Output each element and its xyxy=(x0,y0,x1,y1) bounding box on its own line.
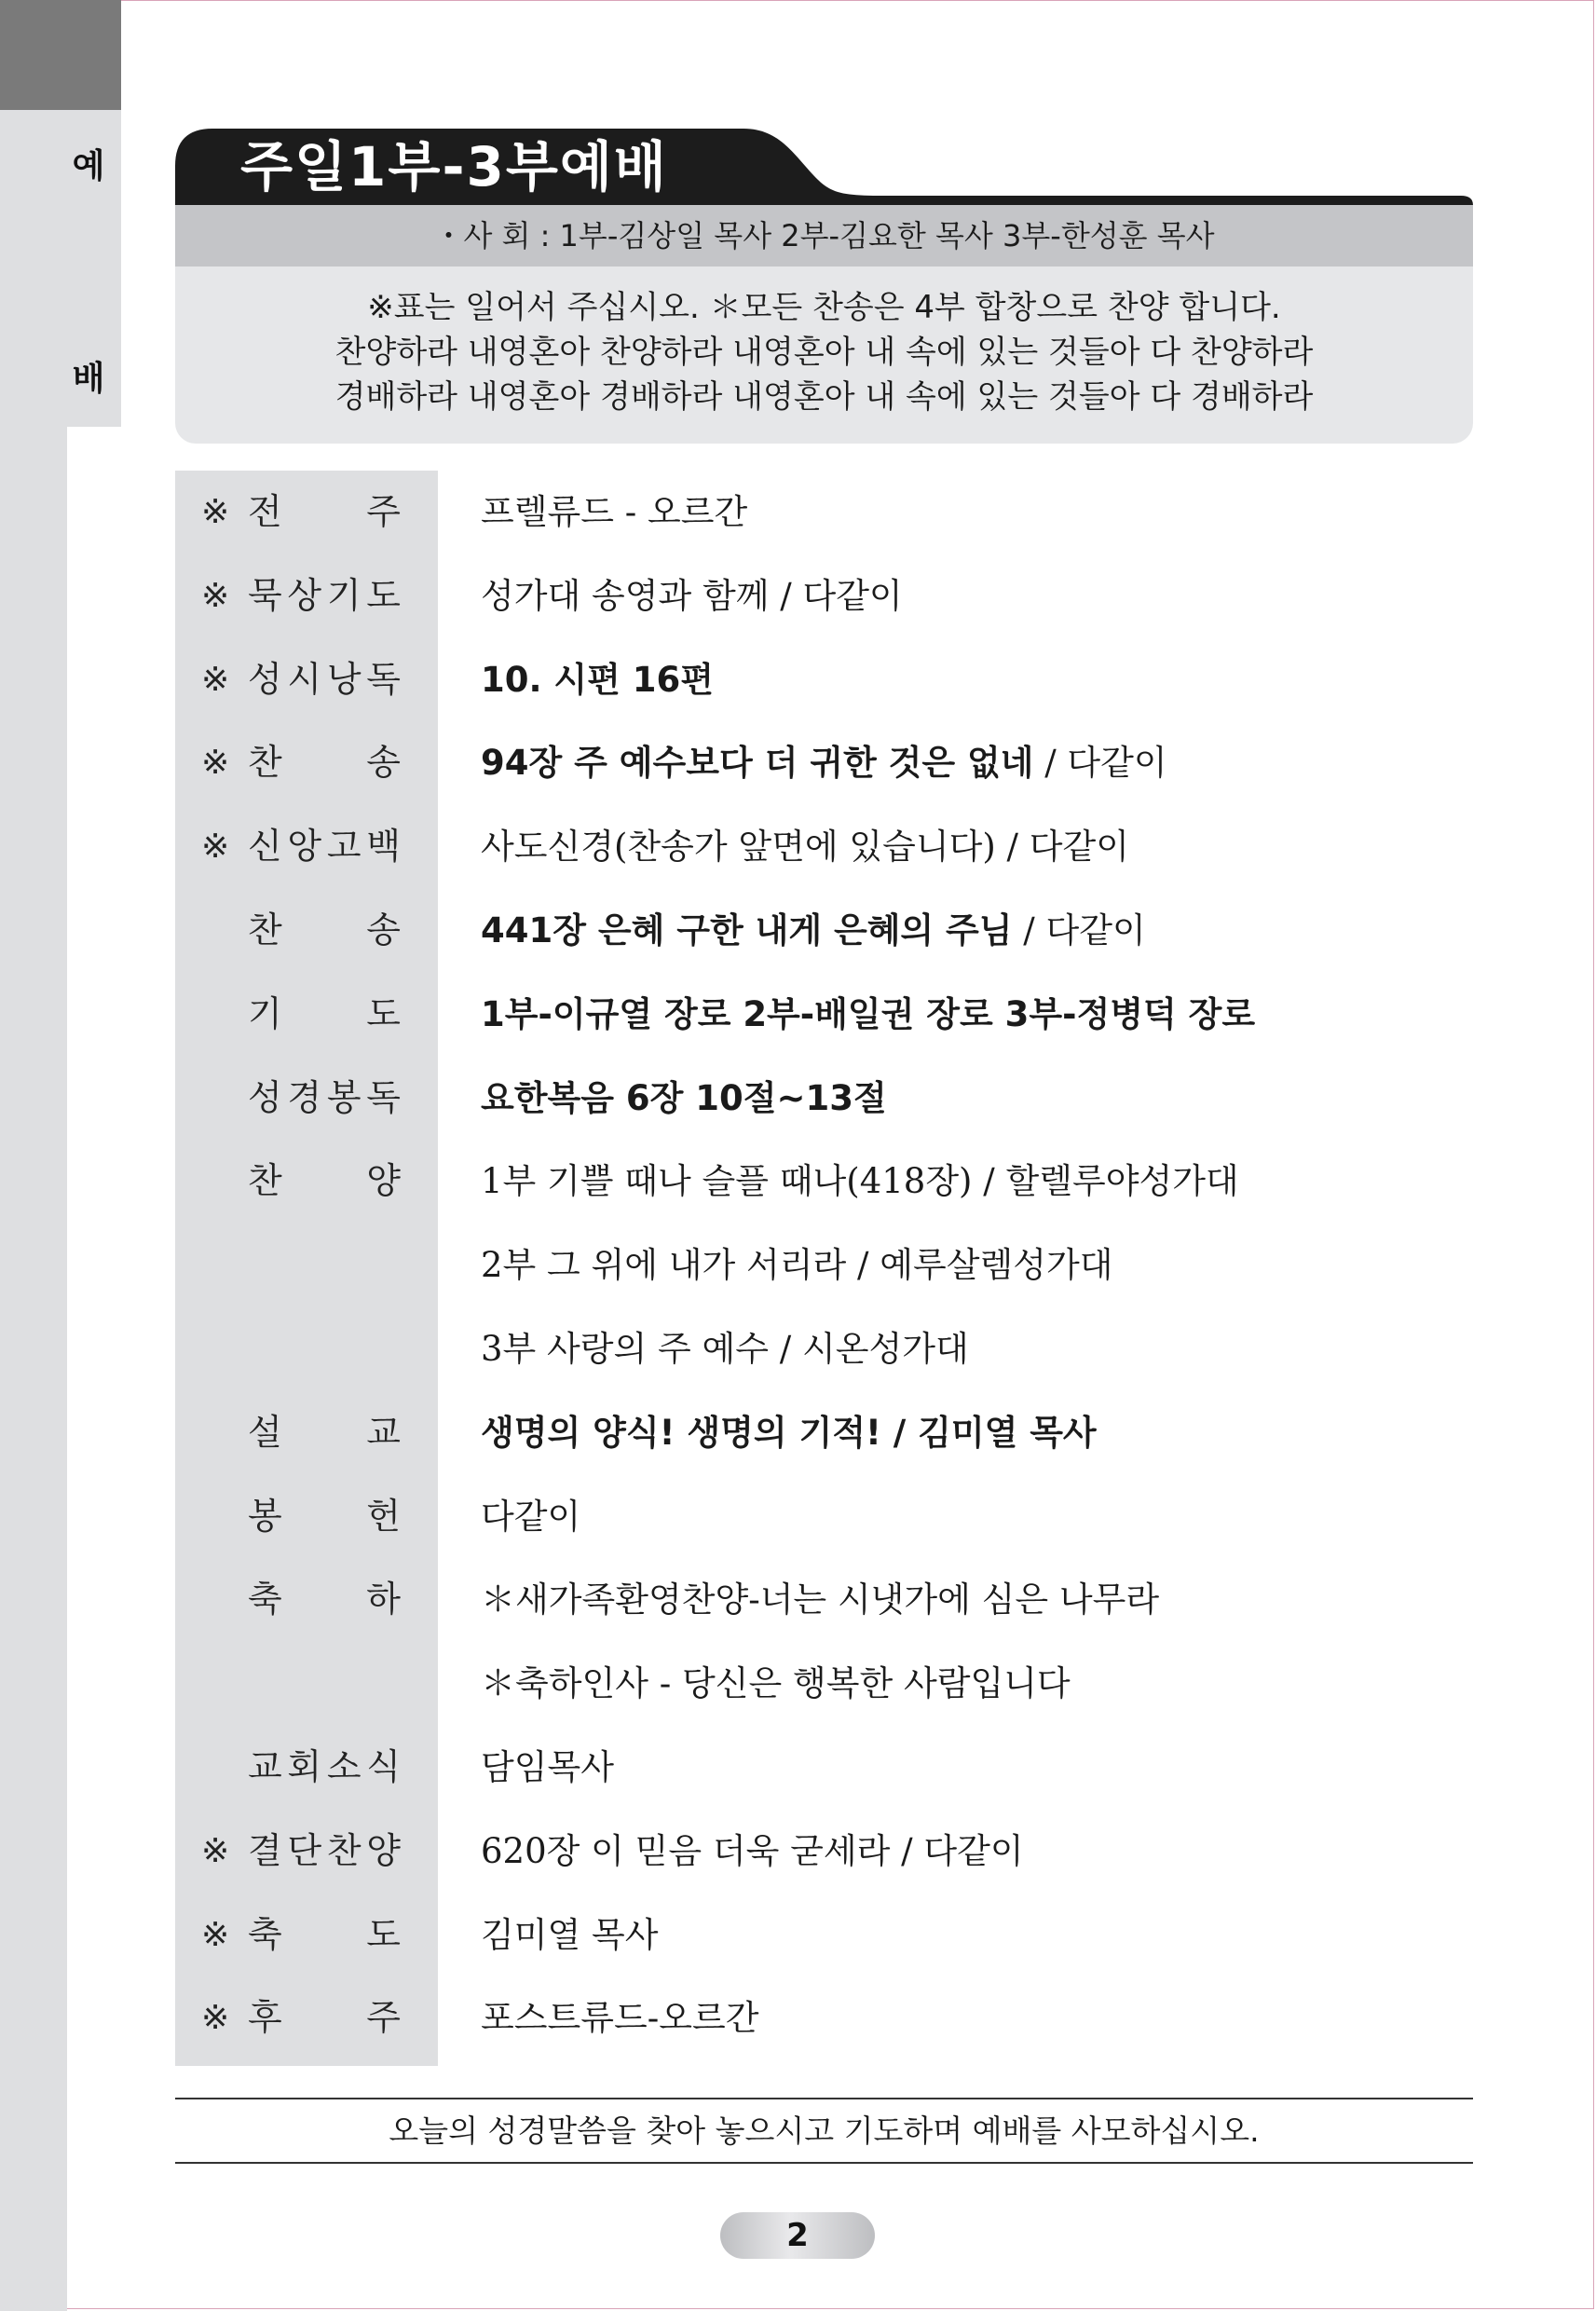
order-label xyxy=(248,1475,401,1559)
order-content xyxy=(481,1140,1239,1224)
order-content-text: 성가대 송영과 함께 / 다같이 xyxy=(481,575,903,616)
order-label-char: 소 xyxy=(326,1746,361,1787)
order-label-char: 송 xyxy=(366,742,401,784)
order-label-char: 단 xyxy=(287,1829,322,1871)
order-row xyxy=(175,1558,1473,1642)
order-content-text: 김미열 목사 xyxy=(481,1914,659,1955)
order-label-char: 송 xyxy=(366,909,401,950)
order-label-char: 주 xyxy=(366,1997,401,2039)
order-content-bold: 441장 은혜 구한 내게 은혜의 주님 xyxy=(481,910,1013,950)
footer-message: 오늘의 성경말씀을 찾아 놓으시고 기도하며 예배를 사모하십시오. xyxy=(389,2113,1260,2149)
order-content-bold: 요한복음 6장 10절~13절 xyxy=(481,1077,887,1118)
order-label-char: 축 xyxy=(248,1579,282,1620)
order-row xyxy=(175,889,1473,973)
order-content xyxy=(481,1057,887,1141)
order-label-char: 성 xyxy=(248,658,282,700)
order-label-char: 시 xyxy=(287,658,322,700)
order-label xyxy=(248,805,401,889)
order-row xyxy=(175,1894,1473,1977)
order-content xyxy=(481,889,1146,973)
order-content-text: 1부 기쁠 때나 슬플 때나(418장) / 할렐루야성가대 xyxy=(481,1161,1239,1202)
order-label-char: 신 xyxy=(248,826,282,868)
order-content xyxy=(481,1976,758,2060)
order-label xyxy=(248,1391,401,1475)
order-label-char: 낭 xyxy=(326,658,361,700)
order-content-text: 담임목사 xyxy=(481,1747,614,1787)
order-label xyxy=(248,471,401,554)
order-label xyxy=(248,1726,401,1810)
side-tab-dark-block xyxy=(0,0,121,110)
order-standing-mark: ※ xyxy=(201,827,230,867)
order-label-char: 축 xyxy=(248,1913,282,1955)
order-content xyxy=(481,1642,1071,1726)
order-content xyxy=(481,1726,614,1810)
page-number: 2 xyxy=(786,2217,809,2254)
order-content-text: / 다같이 xyxy=(1012,910,1146,950)
order-standing-mark: ※ xyxy=(201,660,230,699)
order-row xyxy=(175,1642,1473,1726)
order-label-char: 앙 xyxy=(287,826,322,868)
order-label-char: 도 xyxy=(366,574,401,616)
host-line: ・사 회 : 1부-김상일 목사 2부-김요한 목사 3부-한성훈 목사 xyxy=(175,205,1473,267)
order-label-char: 찬 xyxy=(326,1829,361,1871)
order-row xyxy=(175,805,1473,889)
order-content-bold: 생명의 양식! 생명의 기적! / 김미열 목사 xyxy=(481,1412,1097,1453)
order-content xyxy=(481,721,1167,805)
order-label-char: 독 xyxy=(366,1076,401,1118)
order-content xyxy=(481,973,1255,1057)
order-row xyxy=(175,1810,1473,1894)
order-content-text: 620장 이 믿음 더욱 굳세라 / 다같이 xyxy=(481,1830,1024,1871)
order-row xyxy=(175,1976,1473,2060)
order-label xyxy=(248,721,401,805)
order-content-text: 2부 그 위에 내가 서리라 / 예루살렘성가대 xyxy=(481,1245,1113,1286)
order-label-char: 결 xyxy=(248,1829,282,1871)
order-row xyxy=(175,638,1473,722)
order-label xyxy=(248,554,401,638)
order-label xyxy=(248,638,401,722)
order-row xyxy=(175,1726,1473,1810)
order-content xyxy=(481,805,1129,889)
order-label-char: 양 xyxy=(366,1160,401,1202)
order-label-char: 찬 xyxy=(248,909,282,950)
order-standing-mark: ※ xyxy=(201,1831,230,1870)
order-label-char: 도 xyxy=(366,1913,401,1955)
order-content-text: 3부 사랑의 주 예수 / 시온성가대 xyxy=(481,1329,969,1369)
order-content-text: / 다같이 xyxy=(1033,743,1167,784)
order-content-bold: 1부-이규열 장로 2부-배일권 장로 3부-정병덕 장로 xyxy=(481,993,1256,1034)
order-label-char: 전 xyxy=(248,491,282,532)
side-tab-label-top: 예 xyxy=(72,147,105,185)
order-label-char: 교 xyxy=(248,1746,282,1787)
order-label xyxy=(248,1558,401,1642)
order-content-text: 사도신경(찬송가 앞면에 있습니다) / 다같이 xyxy=(481,827,1129,868)
order-label-char: 상 xyxy=(287,574,322,616)
order-label-char: 고 xyxy=(326,826,361,868)
order-content-text: 프렐류드 - 오르간 xyxy=(481,492,748,532)
order-row xyxy=(175,1475,1473,1559)
side-strip-curve xyxy=(67,427,121,481)
order-label xyxy=(248,973,401,1057)
order-label-char: 교 xyxy=(366,1411,401,1453)
order-standing-mark: ※ xyxy=(201,744,230,783)
order-content-text: 포스트류드-오르간 xyxy=(481,1998,759,2039)
title-bar xyxy=(175,129,1473,205)
order-content xyxy=(481,1475,580,1559)
order-content xyxy=(481,1894,658,1977)
order-content-text: 다같이 xyxy=(481,1496,581,1537)
order-label-char: 봉 xyxy=(248,1495,282,1537)
order-standing-mark: ※ xyxy=(201,493,230,531)
order-label-char: 성 xyxy=(248,1076,282,1118)
order-row xyxy=(175,1391,1473,1475)
order-content xyxy=(481,1307,969,1391)
order-label-char: 묵 xyxy=(248,574,282,616)
order-standing-mark: ※ xyxy=(201,1999,230,2038)
note-line: 찬양하라 내영혼아 찬양하라 내영혼아 내 속에 있는 것들아 다 찬양하라 xyxy=(334,334,1314,371)
order-label xyxy=(248,1810,401,1894)
order-label-char: 봉 xyxy=(326,1076,361,1118)
order-content xyxy=(481,1391,1097,1475)
order-label-char: 기 xyxy=(326,574,361,616)
order-label-char: 경 xyxy=(287,1076,322,1118)
order-label-char: 주 xyxy=(366,491,401,532)
order-content-text: ＊축하인사 - 당신은 행복한 사람입니다 xyxy=(481,1663,1071,1704)
order-label xyxy=(248,889,401,973)
order-label xyxy=(248,1057,401,1141)
order-label-char: 독 xyxy=(366,658,401,700)
order-content-text: ＊새가족환영찬양-너는 시냇가에 심은 나무라 xyxy=(481,1579,1160,1620)
order-label-char: 설 xyxy=(248,1411,282,1453)
order-content-bold: 94장 주 예수보다 더 귀한 것은 없네 xyxy=(481,743,1034,784)
order-label-char: 찬 xyxy=(248,742,282,784)
order-row xyxy=(175,1057,1473,1141)
order-label-char: 기 xyxy=(248,992,282,1034)
order-content xyxy=(481,1558,1159,1642)
order-content xyxy=(481,1224,1112,1307)
order-row xyxy=(175,1307,1473,1391)
order-label xyxy=(248,1140,401,1224)
order-standing-mark: ※ xyxy=(201,1915,230,1954)
order-row xyxy=(175,1224,1473,1307)
page-number-badge xyxy=(720,2212,875,2259)
order-label-char: 식 xyxy=(366,1746,401,1787)
order-content xyxy=(481,471,747,554)
order-content-bold: 10. 시편 16편 xyxy=(481,659,715,700)
order-label-char: 도 xyxy=(366,992,401,1034)
note-line: 경배하라 내영혼아 경배하라 내영혼아 내 속에 있는 것들아 다 경배하라 xyxy=(334,378,1314,416)
notes-box xyxy=(175,267,1473,444)
order-row xyxy=(175,721,1473,805)
order-label xyxy=(248,1894,401,1977)
order-label-char: 후 xyxy=(248,1997,282,2039)
order-content xyxy=(481,638,714,722)
order-label-char: 하 xyxy=(366,1579,401,1620)
footer-rule-bottom xyxy=(175,2162,1473,2164)
order-row xyxy=(175,471,1473,554)
order-row xyxy=(175,973,1473,1057)
order-content xyxy=(481,554,903,638)
order-label-char: 백 xyxy=(366,826,401,868)
order-label-char: 찬 xyxy=(248,1160,282,1202)
page-title: 주일1부-3부예배 xyxy=(240,135,668,198)
side-tab-label-bottom: 배 xyxy=(72,360,105,398)
order-label-char: 양 xyxy=(366,1829,401,1871)
order-standing-mark: ※ xyxy=(201,576,230,615)
order-label-char: 회 xyxy=(287,1746,322,1787)
order-row xyxy=(175,554,1473,638)
order-row xyxy=(175,1140,1473,1224)
order-label xyxy=(248,1976,401,2060)
side-strip xyxy=(0,427,67,2311)
order-label-char: 헌 xyxy=(366,1495,401,1537)
order-content xyxy=(481,1810,1024,1894)
note-line: ※표는 일어서 주십시오. ＊모든 찬송은 4부 합창으로 찬양 합니다. xyxy=(367,289,1281,326)
